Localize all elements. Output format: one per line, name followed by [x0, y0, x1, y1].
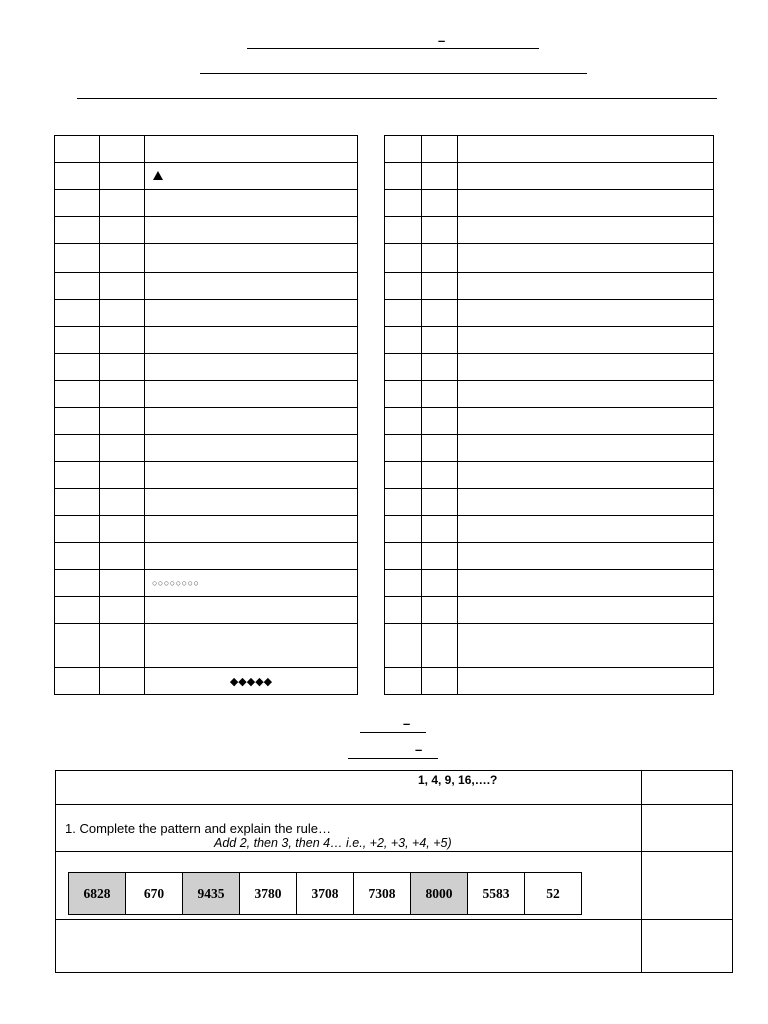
- question-hint: Add 2, then 3, then 4… i.e., +2, +3, +4, +5): [214, 836, 452, 850]
- right-cell: [422, 244, 458, 273]
- right-row: [385, 624, 714, 668]
- right-cell: [458, 597, 714, 624]
- left-cell: [55, 327, 100, 354]
- left-cell: [100, 217, 145, 244]
- left-cell: [145, 489, 358, 516]
- left-cell: [100, 489, 145, 516]
- right-cell: [458, 244, 714, 273]
- left-cell: [100, 668, 145, 695]
- left-cell: [145, 244, 358, 273]
- right-cell: [385, 624, 422, 668]
- right-cell: [458, 543, 714, 570]
- right-cell: [422, 300, 458, 327]
- right-cell: [385, 381, 422, 408]
- left-row: [55, 516, 358, 543]
- right-cell: [458, 462, 714, 489]
- left-cell: [100, 244, 145, 273]
- right-cell: [385, 489, 422, 516]
- left-cell: [145, 597, 358, 624]
- section-underline-1: [360, 732, 426, 733]
- left-cell: [55, 668, 100, 695]
- left-cell: [100, 462, 145, 489]
- right-row: [385, 190, 714, 217]
- right-cell: [385, 516, 422, 543]
- number-box: 8000: [411, 873, 468, 914]
- left-row: [55, 273, 358, 300]
- left-row: [55, 381, 358, 408]
- left-cell: [55, 381, 100, 408]
- number-box: 5583: [468, 873, 525, 914]
- left-cell: [55, 300, 100, 327]
- left-row: [55, 435, 358, 462]
- left-cell: [100, 300, 145, 327]
- right-cell: [422, 624, 458, 668]
- right-cell: [385, 217, 422, 244]
- right-cell: [385, 354, 422, 381]
- left-cell: [100, 354, 145, 381]
- left-row: [55, 570, 358, 597]
- left-cell: [55, 570, 100, 597]
- left-cell: [145, 163, 358, 190]
- right-row: [385, 217, 714, 244]
- left-cell: [145, 624, 358, 668]
- left-cell: [100, 516, 145, 543]
- left-row: [55, 543, 358, 570]
- left-cell: [55, 543, 100, 570]
- left-cell: [100, 543, 145, 570]
- left-row: [55, 597, 358, 624]
- right-row: [385, 327, 714, 354]
- left-row: [55, 327, 358, 354]
- left-cell: [145, 408, 358, 435]
- right-row: [385, 244, 714, 273]
- number-strip-mark-cell: [642, 852, 733, 920]
- left-cell: [100, 435, 145, 462]
- right-cell: [385, 244, 422, 273]
- sequence-cell: [56, 771, 642, 805]
- header-divider: [77, 98, 717, 99]
- right-cell: [422, 597, 458, 624]
- right-cell: [422, 462, 458, 489]
- left-row: [55, 354, 358, 381]
- left-answer-grid: [54, 135, 358, 695]
- right-cell: [422, 354, 458, 381]
- right-cell: [458, 570, 714, 597]
- number-box: 3708: [297, 873, 354, 914]
- left-cell: [100, 408, 145, 435]
- left-cell: [145, 136, 358, 163]
- sequence-text: 1, 4, 9, 16,….?: [418, 773, 498, 787]
- left-cell: [145, 381, 358, 408]
- left-row: [55, 489, 358, 516]
- right-row: [385, 300, 714, 327]
- left-cell: [100, 381, 145, 408]
- left-cell: [145, 300, 358, 327]
- left-row: [55, 136, 358, 163]
- section-dash-1: –: [403, 716, 411, 731]
- left-row: [55, 668, 358, 695]
- right-row: [385, 462, 714, 489]
- right-cell: [385, 273, 422, 300]
- right-cell: [422, 190, 458, 217]
- left-cell: [145, 435, 358, 462]
- right-cell: [458, 408, 714, 435]
- right-cell: [422, 273, 458, 300]
- question-mark-cell: [642, 805, 733, 852]
- left-cell: [55, 217, 100, 244]
- right-row: [385, 163, 714, 190]
- right-cell: [458, 300, 714, 327]
- number-strip: [68, 872, 582, 915]
- right-cell: [458, 136, 714, 163]
- left-cell: [55, 136, 100, 163]
- right-answer-grid: [384, 135, 714, 695]
- left-cell: [145, 668, 358, 695]
- right-row: [385, 489, 714, 516]
- left-cell: [100, 190, 145, 217]
- number-box: 7308: [354, 873, 411, 914]
- right-cell: [422, 163, 458, 190]
- right-cell: [385, 163, 422, 190]
- title-underline-2: [200, 73, 587, 74]
- number-box: 6828: [69, 873, 126, 914]
- right-row: [385, 597, 714, 624]
- left-cell: [145, 570, 358, 597]
- right-cell: [458, 381, 714, 408]
- left-cell: [100, 163, 145, 190]
- left-cell: [55, 435, 100, 462]
- right-cell: [422, 381, 458, 408]
- right-cell: [458, 668, 714, 695]
- right-cell: [385, 136, 422, 163]
- right-cell: [385, 597, 422, 624]
- left-row: [55, 244, 358, 273]
- left-cell: [100, 327, 145, 354]
- left-cell: [100, 273, 145, 300]
- left-cell: [55, 624, 100, 668]
- left-cell: [145, 462, 358, 489]
- left-row: [55, 462, 358, 489]
- right-cell: [458, 163, 714, 190]
- left-cell: [55, 516, 100, 543]
- left-cell: [55, 244, 100, 273]
- right-cell: [458, 489, 714, 516]
- question-cell: [56, 805, 642, 852]
- answer-cell: [56, 920, 642, 973]
- left-row: [55, 624, 358, 668]
- left-cell: [55, 489, 100, 516]
- left-row: [55, 300, 358, 327]
- right-row: [385, 543, 714, 570]
- number-box: 9435: [183, 873, 240, 914]
- right-cell: [458, 273, 714, 300]
- right-row: [385, 570, 714, 597]
- right-row: [385, 435, 714, 462]
- left-row: [55, 163, 358, 190]
- right-cell: [458, 217, 714, 244]
- left-cell: [100, 570, 145, 597]
- right-row: [385, 136, 714, 163]
- left-cell: [145, 190, 358, 217]
- answer-mark-cell: [642, 920, 733, 973]
- left-cell: [100, 624, 145, 668]
- right-cell: [422, 435, 458, 462]
- right-row: [385, 516, 714, 543]
- left-cell: [55, 190, 100, 217]
- number-box: 52: [546, 885, 560, 901]
- left-cell: [145, 354, 358, 381]
- right-cell: [458, 354, 714, 381]
- title-dash-1: –: [438, 33, 446, 48]
- left-cell: [55, 597, 100, 624]
- left-cell: [145, 516, 358, 543]
- right-cell: [422, 570, 458, 597]
- right-cell: [422, 327, 458, 354]
- left-row: [55, 408, 358, 435]
- left-cell: [55, 354, 100, 381]
- left-cell: [145, 273, 358, 300]
- left-cell: [145, 217, 358, 244]
- right-cell: [422, 516, 458, 543]
- section-underline-2: [348, 758, 438, 759]
- right-cell: [458, 516, 714, 543]
- number-box: 3780: [240, 873, 297, 914]
- right-cell: [385, 408, 422, 435]
- left-row: [55, 217, 358, 244]
- right-cell: [385, 462, 422, 489]
- diamonds-row: ◆◆◆◆◆: [229, 675, 273, 688]
- left-cell: [55, 462, 100, 489]
- left-cell: [100, 597, 145, 624]
- right-row: [385, 408, 714, 435]
- right-cell: [385, 300, 422, 327]
- left-cell: [145, 543, 358, 570]
- right-row: [385, 668, 714, 695]
- right-row: [385, 381, 714, 408]
- number-box: 670: [126, 873, 183, 914]
- right-cell: [385, 570, 422, 597]
- right-cell: [422, 408, 458, 435]
- triangle-icon: [153, 171, 163, 180]
- left-cell: [145, 327, 358, 354]
- left-cell: [100, 136, 145, 163]
- right-row: [385, 273, 714, 300]
- right-cell: [385, 543, 422, 570]
- title-underline-1: [247, 48, 539, 49]
- left-row: [55, 190, 358, 217]
- right-cell: [385, 668, 422, 695]
- left-cell: [55, 408, 100, 435]
- right-cell: [385, 327, 422, 354]
- right-cell: [422, 136, 458, 163]
- left-cell: [55, 273, 100, 300]
- right-cell: [422, 543, 458, 570]
- right-cell: [458, 190, 714, 217]
- section-dash-2: –: [415, 742, 423, 757]
- right-cell: [422, 217, 458, 244]
- right-cell: [385, 190, 422, 217]
- right-cell: [458, 624, 714, 668]
- right-cell: [458, 327, 714, 354]
- question-text: 1. Complete the pattern and explain the rule…: [65, 821, 331, 836]
- right-cell: [422, 668, 458, 695]
- sequence-mark-cell: [642, 771, 733, 805]
- right-cell: [458, 435, 714, 462]
- right-cell: [385, 435, 422, 462]
- right-cell: [422, 489, 458, 516]
- left-cell: [55, 163, 100, 190]
- circles-row: ○○○○○○○○: [152, 578, 200, 588]
- right-row: [385, 354, 714, 381]
